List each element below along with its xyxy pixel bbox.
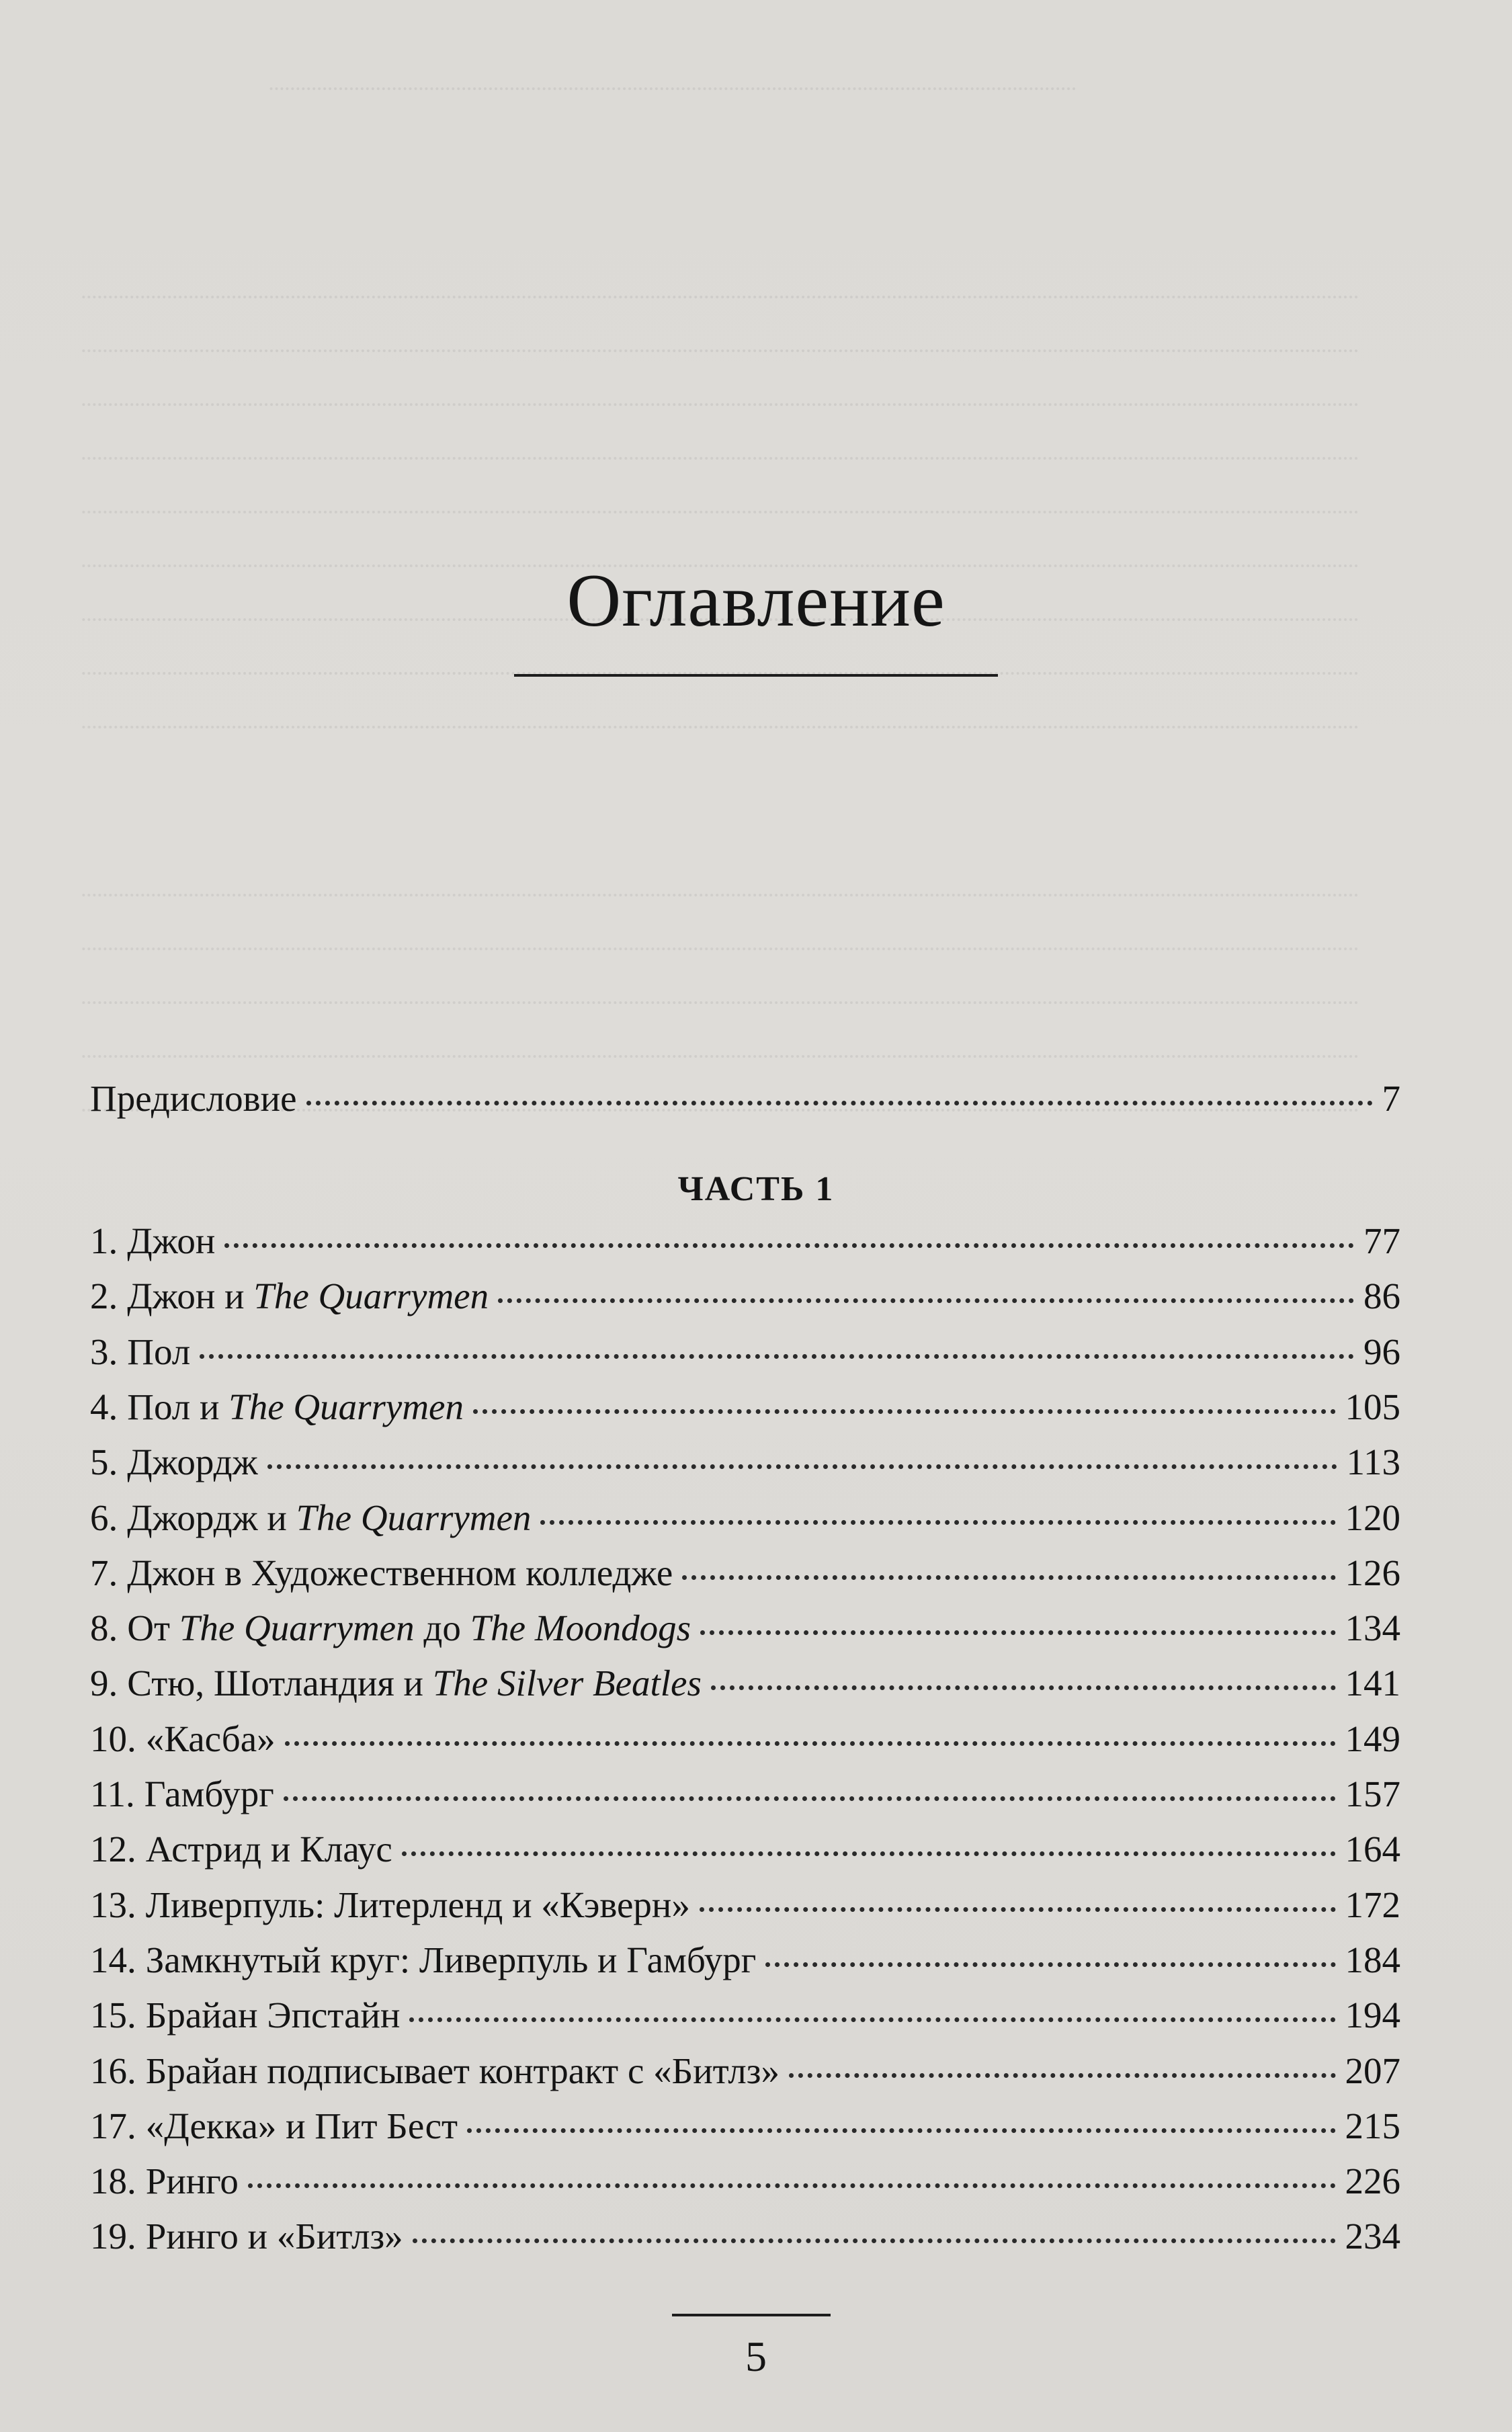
toc-entry-number: 7. (90, 1552, 118, 1593)
toc-entry-number: 19. (90, 2216, 136, 2257)
toc-entry-label (136, 1716, 276, 1763)
toc-entry-number: 13. (90, 1884, 136, 1925)
toc-entry-label (136, 2213, 403, 2260)
toc-entry (90, 1218, 1400, 1265)
toc-entry-label (118, 1439, 257, 1486)
toc-entry-number: 1. (90, 1220, 118, 1261)
label-text: Пол (127, 1331, 191, 1372)
toc-entry-number: 6. (90, 1497, 118, 1538)
toc-entry-page: 86 (1363, 1275, 1400, 1316)
toc-entry (90, 1771, 1400, 1818)
italic-title: The Quarrymen (179, 1607, 415, 1648)
dot-leader (409, 2004, 1335, 2022)
toc-entry-number: 2. (90, 1275, 118, 1316)
toc-entry-number: 16. (90, 2050, 136, 2091)
dot-leader (285, 1728, 1336, 1746)
toc-entry-label (136, 2103, 458, 2150)
toc-entry-page: 164 (1345, 1829, 1400, 1870)
label-text: «Касба» (145, 1718, 276, 1759)
footer-rule (672, 2314, 831, 2316)
toc-entry-page: 105 (1345, 1386, 1400, 1427)
toc-entry-label (136, 1992, 401, 2039)
label-text: Ливерпуль: Литерленд и «Кэверн» (145, 1884, 690, 1925)
dot-leader (498, 1285, 1354, 1303)
page-number: 5 (745, 2333, 767, 2380)
toc-entry-number: 4. (90, 1386, 118, 1427)
toc-entry-label (118, 1384, 464, 1431)
toc-entry (90, 1439, 1400, 1486)
label-text: до (414, 1607, 470, 1648)
toc-entry-number: 5. (90, 1441, 118, 1482)
toc-entry-label: Предисловие (90, 1078, 297, 1119)
toc-entry-number: 12. (90, 1829, 136, 1870)
toc-entry-label (136, 2048, 780, 2095)
dot-leader (224, 1230, 1354, 1248)
dot-leader (711, 1672, 1336, 1690)
toc-entry-number: 8. (90, 1607, 118, 1648)
label-text: Джордж и (127, 1497, 296, 1538)
toc-entry (90, 1329, 1400, 1376)
toc-entry-page: 126 (1345, 1552, 1400, 1593)
dot-leader (467, 2115, 1335, 2133)
label-text: Джордж (127, 1441, 258, 1482)
toc-entry-label (118, 1329, 190, 1376)
label-text: Стю, Шотландия и (127, 1663, 433, 1704)
toc-entry (90, 2158, 1400, 2205)
toc-entry-page: 207 (1345, 2050, 1400, 2091)
toc-entry-page: 141 (1345, 1663, 1400, 1704)
dot-leader (789, 2060, 1336, 2078)
dot-leader (306, 1087, 1373, 1105)
toc-entry-label (118, 1495, 531, 1542)
italic-title: The Silver Beatles (432, 1663, 702, 1704)
toc-entry-number: 3. (90, 1331, 118, 1372)
label-text: Джон (127, 1220, 216, 1261)
dot-leader (402, 1838, 1336, 1856)
italic-title: The Quarrymen (228, 1386, 464, 1427)
toc-entry-page: 77 (1363, 1220, 1400, 1261)
toc-entry (90, 2213, 1400, 2260)
dot-leader (765, 1949, 1335, 1967)
label-text: Ринго и «Битлз» (145, 2216, 403, 2257)
toc-entry (90, 1992, 1400, 2039)
dot-leader (540, 1507, 1335, 1525)
toc-entry (90, 2048, 1400, 2095)
toc-entry (90, 1273, 1400, 1320)
italic-title: The Quarrymen (253, 1275, 489, 1316)
toc-entry (90, 1384, 1400, 1431)
page-title: Оглавление (566, 559, 946, 642)
toc-entry-page: 194 (1345, 1995, 1400, 2036)
dot-leader (200, 1341, 1354, 1359)
toc-entry-label (118, 1273, 489, 1320)
dot-leader (700, 1617, 1335, 1635)
label-text: Пол и (127, 1386, 229, 1427)
label-text: Джон в Художественном колледже (127, 1552, 673, 1593)
label-text: От (127, 1607, 179, 1648)
toc-entry-page: 226 (1345, 2161, 1400, 2202)
toc-entry-label (136, 1826, 392, 1873)
toc-entry-page: 172 (1345, 1884, 1400, 1925)
italic-title: The Moondogs (470, 1607, 691, 1648)
toc-entry-label (136, 1882, 690, 1929)
toc-entry-number: 18. (90, 2161, 136, 2202)
toc-entry (90, 2103, 1400, 2150)
toc-entry-label (118, 1218, 215, 1265)
toc-entry (90, 1495, 1400, 1542)
toc-entry-page: 96 (1363, 1331, 1400, 1372)
toc-entry-number: 10. (90, 1718, 136, 1759)
toc-entry-page: 234 (1345, 2216, 1400, 2257)
dot-leader (473, 1396, 1336, 1414)
label-text: «Декка» и Пит Бест (145, 2105, 458, 2146)
toc-entry-preface (90, 1075, 1400, 1122)
toc-entry-page: 184 (1345, 1939, 1400, 1980)
toc-entry-label (118, 1605, 691, 1652)
toc-entry (90, 1605, 1400, 1652)
label-text: Гамбург (144, 1773, 274, 1814)
dot-leader (682, 1562, 1335, 1580)
toc-entry-number: 17. (90, 2105, 136, 2146)
toc-entry (90, 1660, 1400, 1707)
toc-entry-page: 134 (1345, 1607, 1400, 1648)
label-text: Брайан подписывает контракт с «Битлз» (145, 2050, 780, 2091)
toc-entry-page: 120 (1345, 1497, 1400, 1538)
toc-entry (90, 1550, 1400, 1597)
toc-entry-page: 157 (1345, 1773, 1400, 1814)
label-text: Брайан Эпстайн (145, 1995, 401, 2036)
toc-entry-page: 7 (1382, 1078, 1400, 1119)
toc-entry-number: 14. (90, 1939, 136, 1980)
toc-entry-number: 9. (90, 1663, 118, 1704)
toc-entry-label (118, 1550, 673, 1597)
dot-leader (700, 1894, 1336, 1912)
toc-entry-page: 113 (1346, 1441, 1400, 1482)
toc-entry-number: 11. (90, 1773, 135, 1814)
toc-entry-label (136, 1937, 757, 1984)
label-text: Ринго (145, 2161, 239, 2202)
toc-entry-label (136, 2158, 239, 2205)
dot-leader (248, 2170, 1336, 2188)
toc-entry (90, 1826, 1400, 1873)
toc-entry-number: 15. (90, 1995, 136, 2036)
title-underline (514, 674, 998, 677)
toc-entry (90, 1882, 1400, 1929)
dot-leader (267, 1451, 1337, 1469)
toc-entry-page: 215 (1345, 2105, 1400, 2146)
label-text: Астрид и Клаус (145, 1829, 392, 1870)
italic-title: The Quarrymen (296, 1497, 532, 1538)
toc-entry (90, 1937, 1400, 1984)
toc-entry-label (118, 1660, 702, 1707)
toc-entry-label (135, 1771, 274, 1818)
toc-entry-page: 149 (1345, 1718, 1400, 1759)
toc-entry (90, 1716, 1400, 1763)
part-heading: ЧАСТЬ 1 (677, 1170, 835, 1208)
label-text: Джон и (127, 1275, 254, 1316)
dot-leader (413, 2225, 1336, 2243)
dot-leader (284, 1783, 1336, 1801)
label-text: Замкнутый круг: Ливерпуль и Гамбург (145, 1939, 757, 1980)
